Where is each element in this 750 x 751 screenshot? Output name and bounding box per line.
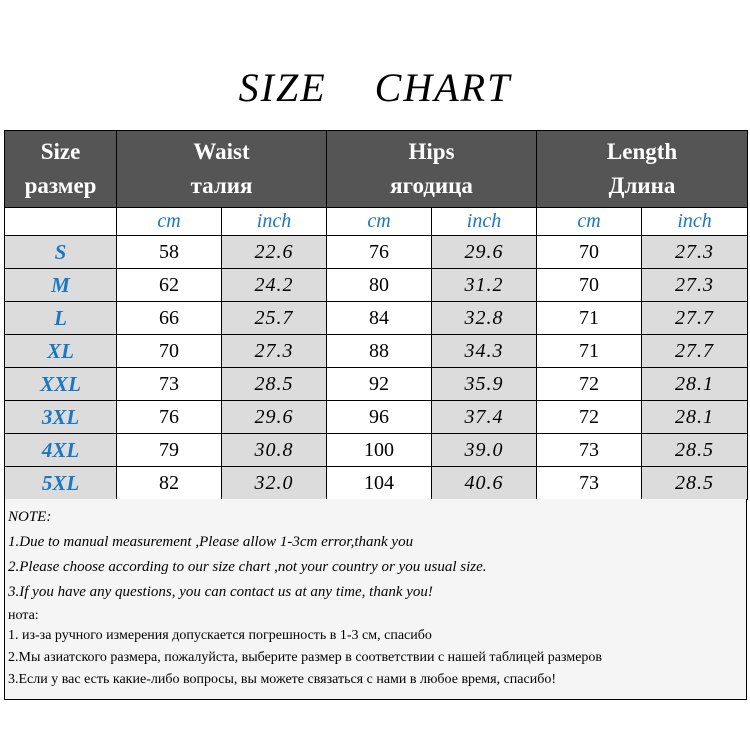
- hips-cm-cell: 84: [327, 302, 432, 335]
- length-inch-cell: 27.3: [642, 236, 748, 269]
- length-cm-cell: 70: [537, 236, 642, 269]
- hips-cm-cell: 104: [327, 467, 432, 500]
- unit-label: inch: [432, 208, 537, 236]
- header-hips: [327, 131, 537, 208]
- unit-label: inch: [222, 208, 327, 236]
- hips-cm-cell: 80: [327, 269, 432, 302]
- waist-inch-cell: 29.6: [222, 401, 327, 434]
- unit-row: [5, 208, 748, 236]
- size-cell: 5XL: [5, 467, 117, 500]
- note-en-3: 3.If you have any questions, you can contact us at any time, thank you!: [8, 584, 433, 600]
- waist-cm-cell: 62: [117, 269, 222, 302]
- header-size-ru: размер: [24, 173, 97, 198]
- header-length: [537, 131, 748, 208]
- waist-inch-cell: 30.8: [222, 434, 327, 467]
- waist-inch-cell: 27.3: [222, 335, 327, 368]
- table-row: [5, 434, 748, 467]
- notes-ru-heading: нота:: [8, 608, 39, 623]
- header-length-ru: Длина: [608, 173, 676, 198]
- length-cm-cell: 73: [537, 434, 642, 467]
- header-waist-ru: талия: [190, 173, 253, 198]
- header-hips-ru: ягодица: [390, 173, 473, 198]
- size-cell: S: [5, 236, 117, 269]
- hips-inch-cell: 37.4: [432, 401, 537, 434]
- waist-inch-cell: 25.7: [222, 302, 327, 335]
- note-en-2: 2.Please choose according to our size chart ,not your country or you usual size.: [8, 559, 487, 575]
- length-inch-cell: 27.7: [642, 302, 748, 335]
- size-cell: XL: [5, 335, 117, 368]
- unit-label: cm: [327, 208, 432, 236]
- size-chart-table: [4, 130, 748, 500]
- header-length-en: Length: [606, 139, 678, 164]
- waist-inch-cell: 24.2: [222, 269, 327, 302]
- length-cm-cell: 71: [537, 335, 642, 368]
- note-ru-1: 1. из-за ручного измерения допускается погрешность в 1-3 см, спасибо: [8, 628, 432, 643]
- header-size: [5, 131, 117, 208]
- waist-cm-cell: 70: [117, 335, 222, 368]
- hips-cm-cell: 92: [327, 368, 432, 401]
- waist-cm-cell: 58: [117, 236, 222, 269]
- hips-inch-cell: 32.8: [432, 302, 537, 335]
- page-title: SIZE CHART: [238, 65, 512, 110]
- table-row: [5, 335, 748, 368]
- hips-cm-cell: 88: [327, 335, 432, 368]
- header-waist-en: Waist: [193, 139, 250, 164]
- waist-cm-cell: 79: [117, 434, 222, 467]
- unit-label: inch: [642, 208, 748, 236]
- length-cm-cell: 71: [537, 302, 642, 335]
- waist-inch-cell: 32.0: [222, 467, 327, 500]
- note-ru-2: 2.Мы азиатского размера, пожалуйста, выберите размер в соответствии с нашей таблицей размеров: [8, 650, 603, 665]
- waist-cm-cell: 82: [117, 467, 222, 500]
- note-en-1: 1.Due to manual measurement ,Please allow 1-3cm error,thank you: [8, 534, 414, 550]
- hips-inch-cell: 39.0: [432, 434, 537, 467]
- unit-blank: [5, 208, 117, 236]
- table-row: [5, 368, 748, 401]
- notes-heading: NOTE:: [8, 509, 52, 525]
- hips-cm-cell: 100: [327, 434, 432, 467]
- table-row: [5, 269, 748, 302]
- length-inch-cell: 27.7: [642, 335, 748, 368]
- hips-inch-cell: 31.2: [432, 269, 537, 302]
- table-row: [5, 302, 748, 335]
- length-inch-cell: 28.1: [642, 368, 748, 401]
- waist-cm-cell: 66: [117, 302, 222, 335]
- hips-inch-cell: 29.6: [432, 236, 537, 269]
- hips-inch-cell: 34.3: [432, 335, 537, 368]
- header-size-en: Size: [40, 139, 81, 164]
- size-cell: M: [5, 269, 117, 302]
- hips-inch-cell: 35.9: [432, 368, 537, 401]
- size-cell: 4XL: [5, 434, 117, 467]
- hips-cm-cell: 76: [327, 236, 432, 269]
- waist-inch-cell: 28.5: [222, 368, 327, 401]
- size-cell: XXL: [5, 368, 117, 401]
- length-cm-cell: 72: [537, 401, 642, 434]
- header-row: [5, 131, 748, 208]
- length-inch-cell: 28.5: [642, 467, 748, 500]
- length-inch-cell: 28.1: [642, 401, 748, 434]
- length-inch-cell: 28.5: [642, 434, 748, 467]
- length-cm-cell: 73: [537, 467, 642, 500]
- waist-cm-cell: 76: [117, 401, 222, 434]
- table-row: [5, 467, 748, 500]
- size-rows: [5, 236, 748, 500]
- waist-inch-cell: 22.6: [222, 236, 327, 269]
- hips-cm-cell: 96: [327, 401, 432, 434]
- size-cell: L: [5, 302, 117, 335]
- waist-cm-cell: 73: [117, 368, 222, 401]
- length-cm-cell: 70: [537, 269, 642, 302]
- table-row: [5, 236, 748, 269]
- size-cell: 3XL: [5, 401, 117, 434]
- header-waist: [117, 131, 327, 208]
- length-inch-cell: 27.3: [642, 269, 748, 302]
- unit-label: cm: [117, 208, 222, 236]
- unit-label: cm: [537, 208, 642, 236]
- table-row: [5, 401, 748, 434]
- hips-inch-cell: 40.6: [432, 467, 537, 500]
- notes-panel: [4, 499, 747, 700]
- note-ru-3: 3.Если у вас есть какие-либо вопросы, вы можете связаться с нами в любое время, спасибо!: [8, 672, 556, 687]
- header-hips-en: Hips: [408, 139, 455, 164]
- length-cm-cell: 72: [537, 368, 642, 401]
